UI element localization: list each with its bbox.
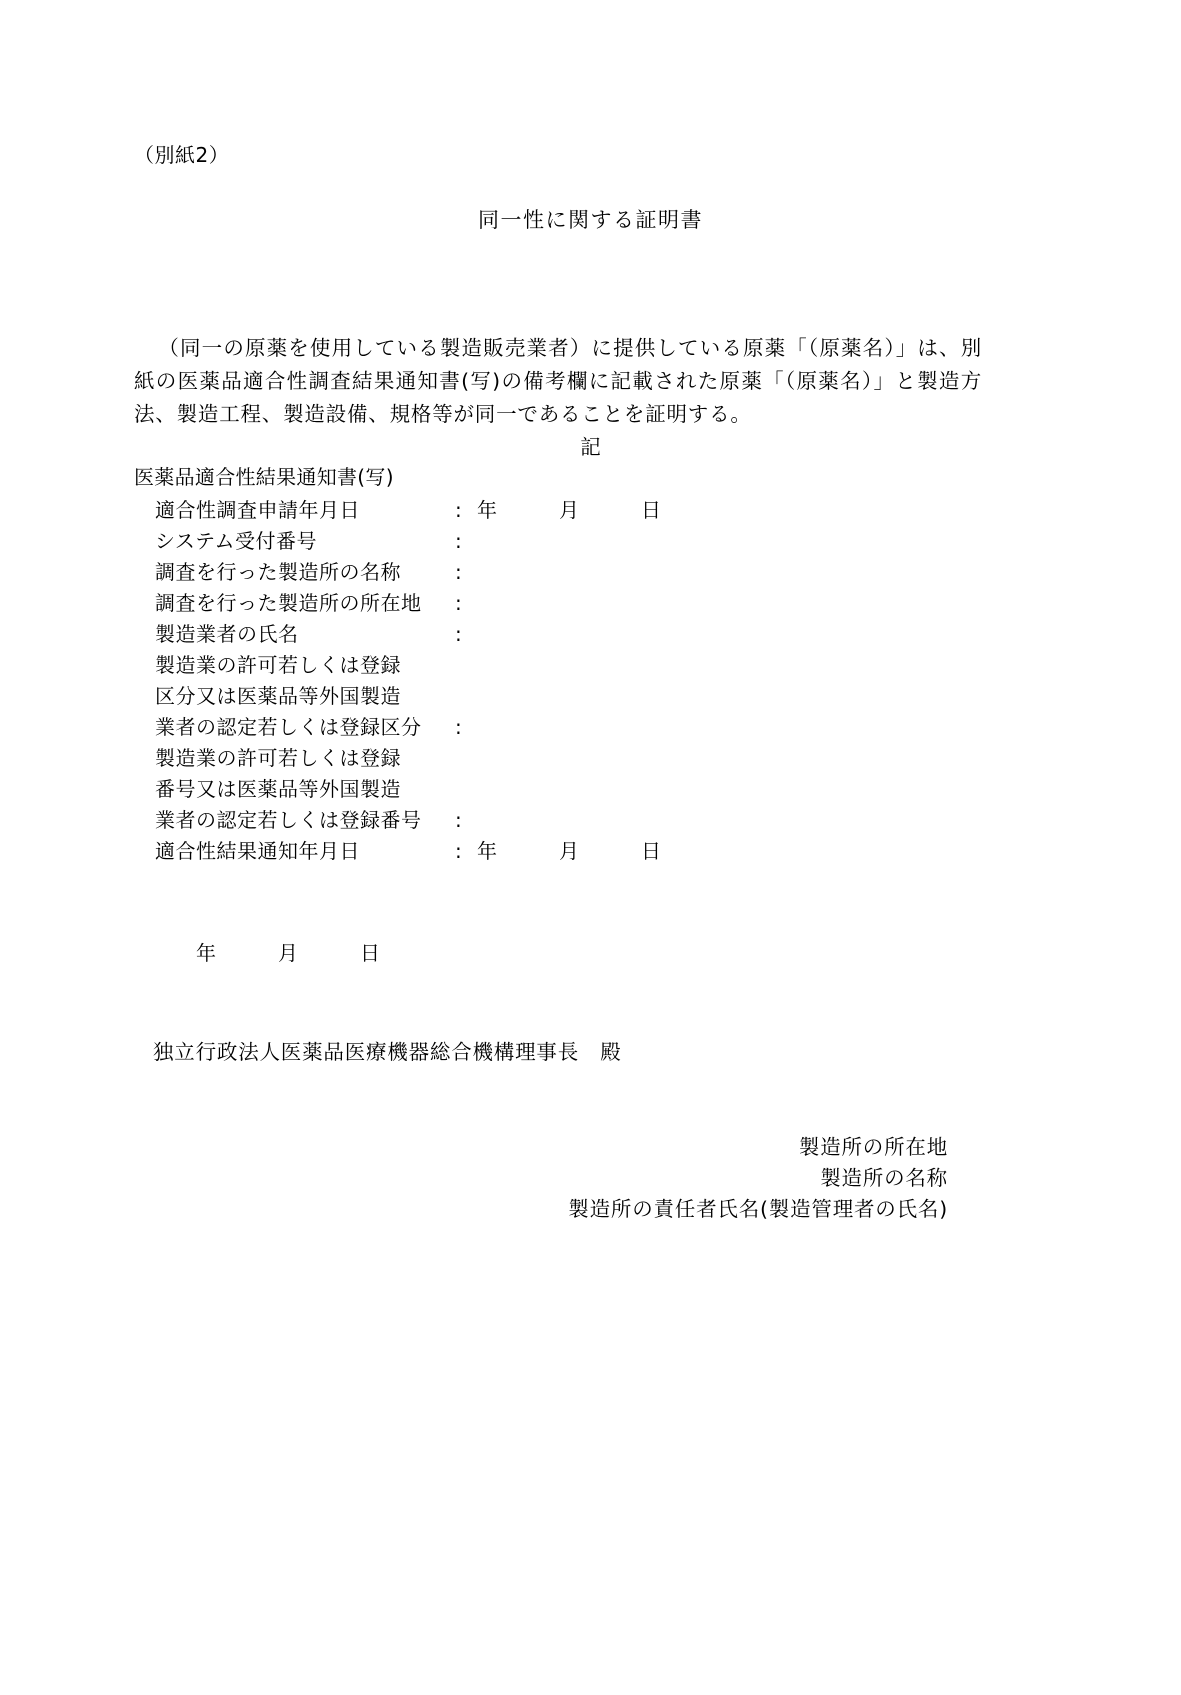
field-row (155, 742, 662, 773)
field-value: 年 月 日 (477, 839, 662, 863)
field-label: 業者の認定若しくは登録番号 (155, 808, 422, 832)
signature-facility-name: 製造所の名称 (820, 1166, 948, 1190)
field-colon: : (455, 560, 463, 584)
field-row (155, 494, 662, 525)
field-row (155, 556, 662, 587)
page-title: 同一性に関する証明書 (478, 208, 703, 232)
date-line: 年 月 日 (196, 941, 381, 965)
field-colon: : (455, 715, 463, 739)
field-label: 番号又は医薬品等外国製造 (155, 777, 401, 801)
field-label: 業者の認定若しくは登録区分 (155, 715, 422, 739)
field-value: 年 月 日 (477, 498, 662, 522)
signature-block (568, 1132, 948, 1225)
signature-address: 製造所の所在地 (798, 1135, 948, 1159)
ki-mark: 記 (580, 435, 601, 459)
field-label: 製造業者の氏名 (155, 622, 299, 646)
field-label: 適合性調査申請年月日 (155, 498, 360, 522)
field-row (155, 649, 662, 680)
field-colon: : (455, 591, 463, 615)
field-label: 調査を行った製造所の所在地 (155, 591, 422, 615)
field-row (155, 773, 662, 804)
body-paragraph (134, 332, 982, 431)
field-colon: : (455, 529, 463, 553)
field-list (155, 494, 662, 866)
field-row (155, 804, 662, 835)
field-label: 製造業の許可若しくは登録 (155, 653, 401, 677)
field-label: 製造業の許可若しくは登録 (155, 746, 401, 770)
field-colon: : (455, 622, 463, 646)
signature-responsible-person: 製造所の責任者氏名(製造管理者の氏名) (568, 1197, 948, 1221)
field-row (155, 525, 662, 556)
field-row (155, 618, 662, 649)
field-label: 区分又は医薬品等外国製造 (155, 684, 401, 708)
addressee-line: 独立行政法人医薬品医療機器総合機構理事長 殿 (153, 1040, 622, 1064)
body-paragraph-text: （同一の原薬を使用している製造販売業者）に提供している原薬「（原薬名）」は、別紙の医薬品適合性調査結果通知書(写)の備考欄に記載された原薬「（原薬名）」と製造方法、製造工程、製造設備、規格等が同一であることを証明する。 (134, 336, 982, 426)
field-colon: : (455, 808, 463, 832)
field-colon: : (455, 839, 463, 863)
field-label: 調査を行った製造所の名称 (155, 560, 401, 584)
field-label: 適合性結果通知年月日 (155, 839, 360, 863)
field-row (155, 835, 662, 866)
field-label: システム受付番号 (155, 529, 317, 553)
field-row (155, 587, 662, 618)
section-heading: 医薬品適合性結果通知書(写) (134, 465, 394, 489)
field-row (155, 680, 662, 711)
field-row (155, 711, 662, 742)
field-colon: : (455, 498, 463, 522)
attachment-label: （別紙2） (134, 143, 230, 167)
